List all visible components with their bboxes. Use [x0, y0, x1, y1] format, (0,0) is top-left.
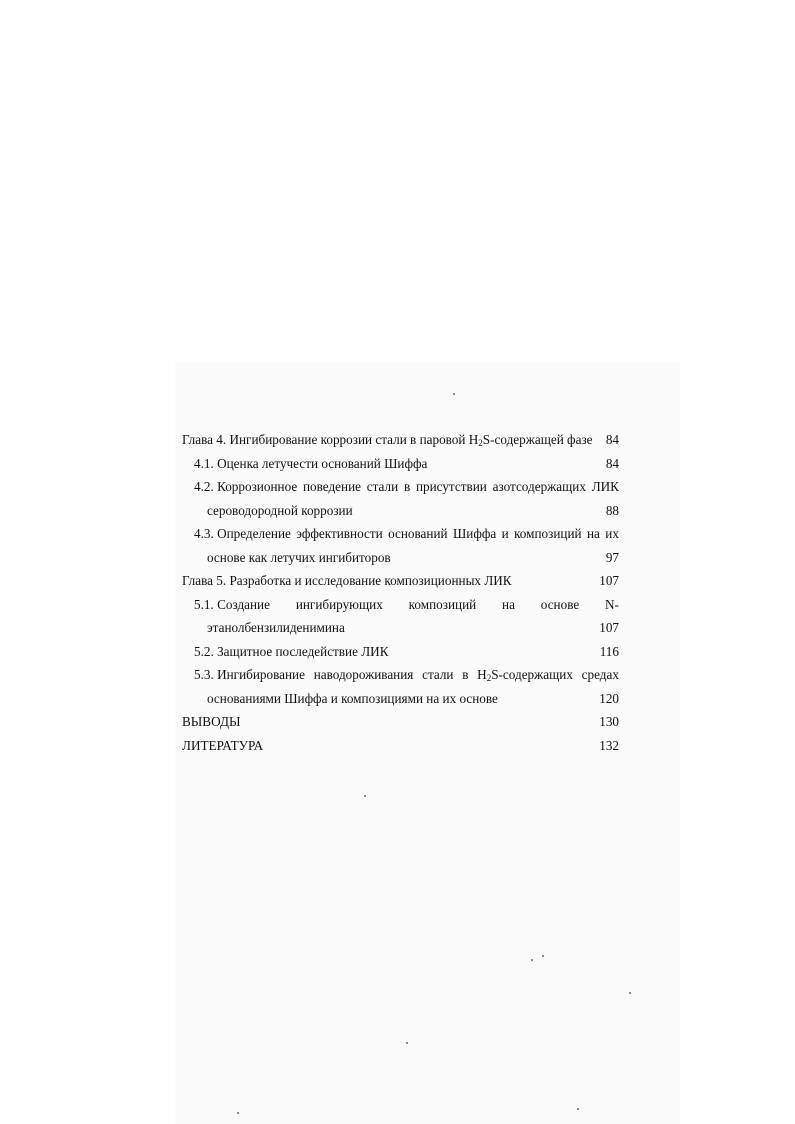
toc-entry-4-3: 4.3. Определение эффективности оснований Шиффа и композиций на их: [194, 526, 619, 541]
scan-speck: [453, 393, 455, 395]
scan-speck: [542, 955, 544, 957]
scan-speck: [237, 1112, 239, 1114]
toc-entry-4-3-continuation: [182, 546, 619, 570]
toc-entry-5-1-continuation: [182, 616, 619, 640]
scan-speck: [629, 992, 631, 994]
toc-entry-label: сероводородной коррозии: [207, 502, 353, 518]
toc-page-number: 107: [599, 620, 619, 635]
toc-entry-label: ВЫВОДЫ: [182, 714, 241, 729]
dot-leader: [264, 737, 598, 751]
toc-entry-chapter-5: [182, 569, 619, 593]
toc-page-number: 120: [599, 690, 619, 706]
toc-entry-4-1: [182, 452, 619, 476]
toc-entry-references: [182, 734, 619, 758]
toc-page-number: 84: [605, 432, 619, 447]
toc-entry-label: 4.1. Оценка летучести оснований Шиффа: [194, 455, 428, 471]
dot-leader: [354, 502, 605, 516]
toc-entry-4-2: 4.2. Коррозионное поведение стали в присутствии азотсодержащих ЛИК: [194, 479, 619, 494]
toc-entry-5-1: 5.1. Создание ингибирующих композиций на основе N-: [194, 596, 619, 612]
toc-entry-5-3-continuation: [182, 687, 619, 711]
toc-entry-label: Глава 4. Ингибирование коррозии стали в паровой $H_2S$-содержащей фазе: [182, 432, 593, 448]
scan-speck: [364, 795, 366, 797]
toc-entry-label: Глава 5. Разработка и исследование композиционных ЛИК: [182, 573, 512, 588]
scan-speck: [531, 959, 533, 961]
toc-entry-5-3: 5.3. Ингибирование наводороживания стали в $H_2S$-содержащих средах: [194, 667, 619, 683]
dot-leader: [499, 690, 598, 704]
table-of-contents: [182, 428, 619, 757]
toc-entry-4-2-continuation: [182, 499, 619, 523]
toc-entry-5-2: [182, 640, 619, 664]
toc-page-number: 107: [599, 573, 619, 588]
dot-leader: [428, 455, 604, 469]
dot-leader: [513, 572, 599, 586]
toc-entry-label: 5.2. Защитное последействие ЛИК: [194, 643, 389, 659]
dot-leader: [392, 549, 605, 563]
scan-speck: [577, 1108, 579, 1110]
toc-entry-label: ЛИТЕРАТУРА: [182, 737, 264, 753]
dot-leader: [390, 643, 599, 657]
toc-entry-label: основе как летучих ингибиторов: [207, 549, 391, 565]
toc-page-number: 97: [605, 549, 619, 565]
toc-entry-label: этанолбензилиденимина: [207, 620, 345, 635]
toc-page-number: 88: [605, 502, 619, 518]
toc-page-number: 130: [599, 714, 619, 729]
toc-page-number: 116: [599, 643, 619, 659]
dot-leader: [594, 431, 605, 445]
scan-speck: [406, 1042, 408, 1044]
toc-entry-chapter-4: [182, 428, 619, 452]
toc-page-number: 84: [605, 455, 619, 471]
dot-leader: [346, 619, 598, 633]
dot-leader: [241, 713, 598, 727]
toc-entry-label: основаниями Шиффа и композициями на их основе: [207, 690, 498, 706]
toc-entry-conclusions: [182, 710, 619, 734]
toc-page-number: 132: [599, 737, 619, 753]
